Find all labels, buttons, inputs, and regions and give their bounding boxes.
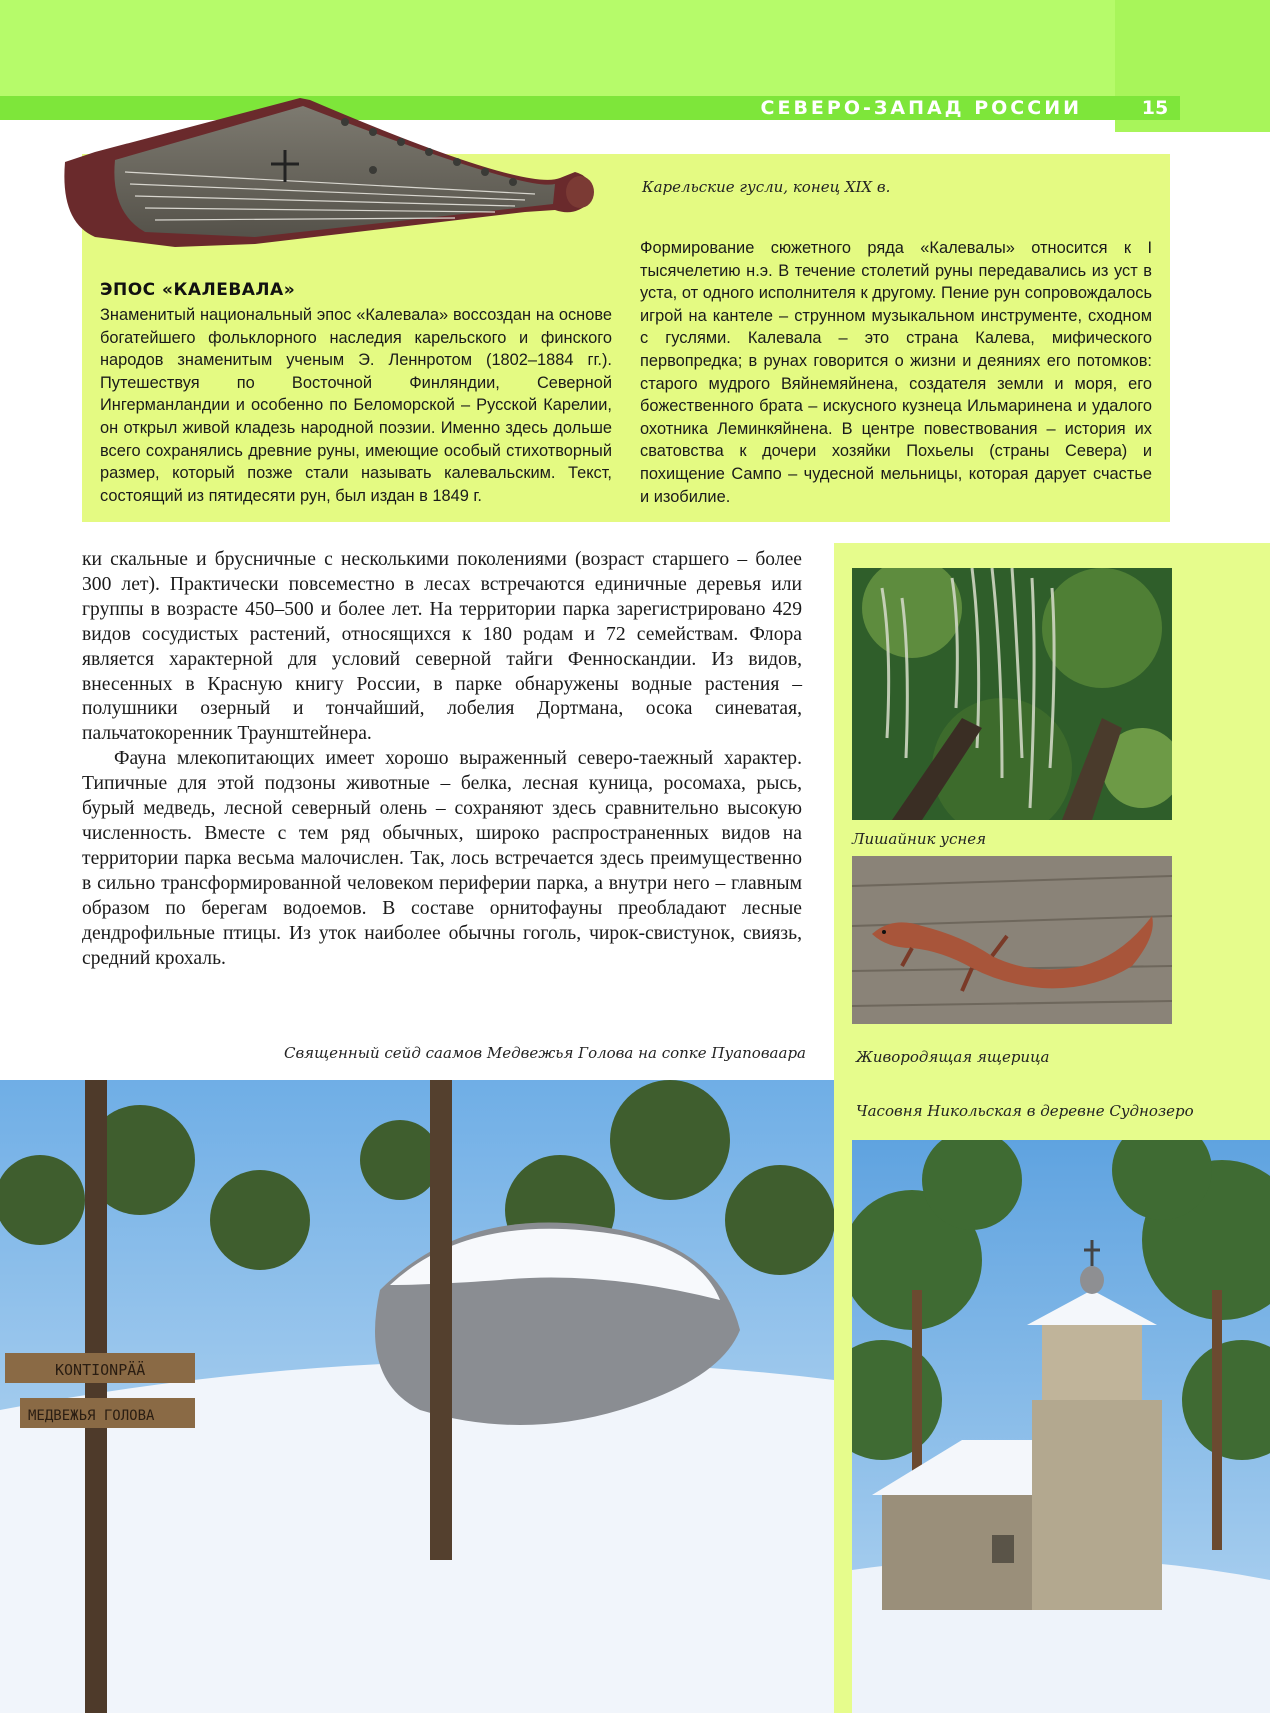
lizard-caption: Живородящая ящерица [856, 1048, 1050, 1066]
epic-text-left: Знаменитый национальный эпос «Калевала» воссоздан на основе богатейшего фольклорного наследия карельского и финского народов знаменитым ученым Э. Леннротом (1802–1884 гг.). Путешествуя по Восточной Финляндии, Северной Ингерманландии и особенно по Беломорской – Русской Карелии, он открыл живой кладезь народной поэзии. Именно здесь дольше всего сохранялись древние руны, имеющие особый стихотворный размер, который позже стали называть калевальским. Текст, состоящий из пятидесяти рун, был издан в 1849 г. [100, 306, 612, 505]
seid-caption: Священный сейд саамов Медвежья Голова на сопке Пуаповаара [283, 1044, 806, 1062]
main-paragraph-1: ки скальные и брусничные с несколькими поколениями (возраст старшего – более 300 лет). Практически повсеместно в лесах встречаются единичные деревья или группы в возрасте 450–500 и более лет. На территории парка зарегистрировано 429 видов сосудистых растений, относящихся к 180 родам и 72 семействам. Флора является характерной для условий северной тайги Фенноскандии. Из видов, внесенных в Красную книгу России, в парке обнаружены водные растения – полушники озерный и тончайший, лобелия Дортмана, осока синеватая, пальчатокоренник Траунштейнера. [82, 549, 802, 745]
sign-top-text: KONTIONPÄÄ [55, 1361, 146, 1379]
usnea-caption: Лишайник уснея [852, 830, 987, 848]
lizard-photo [852, 856, 1172, 1024]
chapel-caption: Часовня Никольская в деревне Суднозеро [856, 1102, 1194, 1120]
usnea-lichen-photo [852, 568, 1172, 820]
chapel-photo [852, 1140, 1270, 1713]
section-title: СЕВЕРО-ЗАПАД РОССИИ [760, 97, 1082, 119]
header-band [0, 0, 1270, 96]
epic-text-right: Формирование сюжетного ряда «Калевалы» относится к I тысячелетию н.э. В течение столетий руны передавались из уст в уста, от одного исполнителя к другому. Пение рун сопровождалось игрой на кантеле – струнном музыкальном инструменте, сходном с гуслями. Калевала – это страна Калева, мифического первопредка; в рунах говорится о жизни и деяниях его потомков: старого мудрого Вяйнемяйнена, создателя земли и моря, его божественного брата – искусного кузнеца Ильмаринена и удалого охотника Леминкяйнена. В центре повествования – история их сватовства к дочери хозяйки Похьелы (страны Севера) и похищение Сампо – чудесной мельницы, которая дарует счастье и изобилие. [640, 239, 1152, 506]
main-article-text [82, 548, 802, 971]
epic-heading: ЭПОС «КАЛЕВАЛА» [100, 280, 296, 300]
main-paragraph-2: Фауна млекопитающих имеет хорошо выраженный северо-таежный характер. Типичные для этой подзоны животные – белка, лесная куница, росомаха, рысь, бурый медведь, лесной северный олень – сохраняют здесь сравнительно высокую численность. Вместе с тем ряд обычных, широко распространенных видов на территории парка весьма малочислен. Так, лось встречается здесь преимущественно в сильно трансформированной человеком периферии парка, а внутри него – главным образом по берегам водоемов. В составе орнитофауны преобладают лесные дендрофильные птицы. Из уток наиболее обычны гоголь, чирок-свистунок, свиязь, средний крохаль. [82, 748, 802, 969]
gusli-caption: Карельские гусли, конец XIX в. [642, 178, 891, 196]
page-number: 15 [1141, 97, 1169, 119]
seid-rock-photo [0, 1080, 834, 1713]
gusli-photo [55, 92, 615, 252]
sign-bottom-text: МЕДВЕЖЬЯ ГОЛОВА [28, 1408, 155, 1424]
